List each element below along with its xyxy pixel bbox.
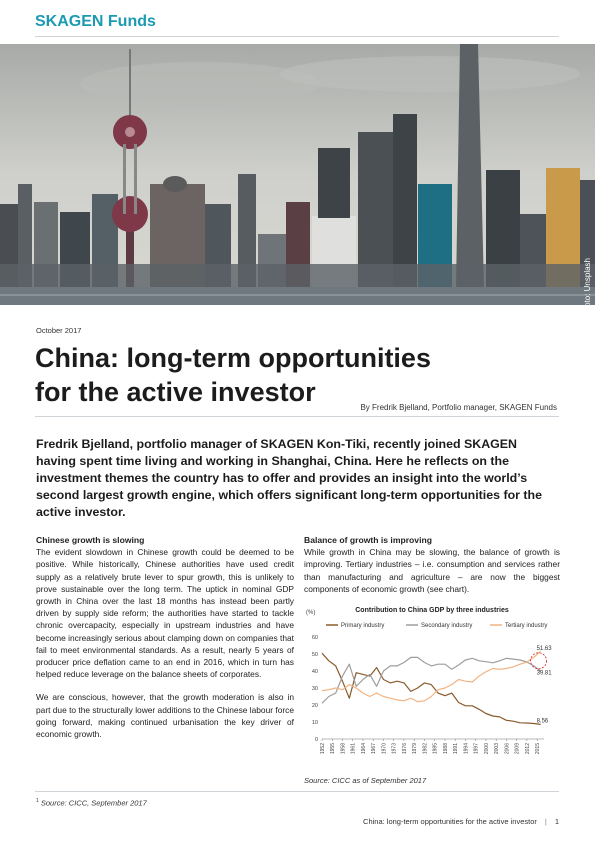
y-tick-label: 20 [311, 703, 318, 709]
header-divider [35, 36, 559, 37]
x-tick-label: 1976 [401, 743, 408, 755]
x-tick-label: 2006 [504, 743, 511, 755]
footnote-text: Source: CICC, September 2017 [40, 798, 147, 808]
x-tick-label: 1988 [442, 743, 449, 755]
x-tick-label: 1970 [381, 743, 388, 755]
y-tick-label: 10 [311, 720, 318, 726]
byline: By Fredrik Bjelland, Portfolio manager, SKAGEN Funds [360, 403, 557, 412]
chart-source: Source: CICC as of September 2017 [304, 776, 427, 785]
chart-title: Contribution to China GDP by three industries [355, 607, 509, 614]
brand-logo: SKAGEN Funds [35, 13, 156, 30]
legend-entry: Secondary industry [421, 623, 473, 629]
x-tick-label: 1997 [473, 743, 480, 755]
hero-skyline-image [0, 44, 595, 305]
y-tick-label: 30 [311, 686, 318, 692]
page-footer [363, 817, 559, 826]
page-number: 1 [554, 817, 559, 826]
x-tick-label: 1973 [391, 743, 398, 755]
article-title [35, 341, 465, 409]
data-label: 8.56 [536, 718, 549, 725]
paragraph: While growth in China may be slowing, the balance of growth is improving. Tertiary industries – i.e. consumption and services rather than manufacturing and agriculture – are now the biggest components of economic growth (see chart). [304, 547, 560, 594]
x-tick-label: 1967 [371, 743, 378, 755]
x-tick-label: 2009 [514, 743, 521, 755]
x-tick-label: 2012 [524, 743, 531, 755]
footnote-divider [35, 791, 559, 792]
y-tick-label: 50 [311, 652, 318, 658]
paragraph: We are conscious, however, that the growth moderation is also in part due to the structurally lower additions to the Chinese labour force going forward, making continued urbanisation the key driver of economic growth. [36, 692, 294, 740]
left-column [36, 534, 294, 751]
y-axis-label: (%) [306, 610, 316, 616]
x-tick-label: 1961 [350, 743, 357, 755]
x-tick-label: 2015 [535, 743, 542, 755]
footnote [36, 798, 147, 808]
footnote-marker: 1 [36, 798, 39, 804]
title-line-2: for the active investor [35, 377, 316, 407]
x-tick-label: 1982 [422, 743, 429, 755]
paragraph: The evident slowdown in Chinese growth could be deemed to be positive. While historically, Chinese authorities have used credit supply as a relatively brute lever to spur growth, this is unlikely to prove sustainable over the long term. The uptick in nominal GDP growth in China over the last 18 months has instead been partly driven by supply side reform; the authorities have started to tackle chronic overcapacity, especially in upstream industries and have become increasingly serious about clamping down on companies that fail to meet environmental standards. As a result, nearly 5 years of producer price deflation came to an end in 2016, which in turn has helped reduce leverage on the balance sheets of corporates. [36, 547, 294, 680]
x-tick-label: 1979 [412, 743, 419, 755]
footer-separator: | [544, 817, 547, 826]
photo-credit: Photo: Unsplash [583, 258, 592, 317]
legend-entry: Primary industry [341, 623, 385, 629]
gdp-contribution-chart [304, 603, 560, 765]
right-column [304, 534, 560, 606]
data-label: 51.63 [536, 646, 552, 653]
x-tick-label: 1985 [432, 743, 439, 755]
legend-entry: Tertiary industry [505, 623, 548, 629]
lead-paragraph: Fredrik Bjelland, portfolio manager of SKAGEN Kon-Tiki, recently joined SKAGEN having spent time living and working in Shanghai, China. Here he reflects on the investment themes the country has to offer and provides an insight into the world’s second largest growth engine, which offers significant long-term opportunities for the active investor. [36, 437, 542, 519]
y-tick-label: 40 [311, 669, 318, 675]
title-divider [35, 416, 559, 417]
y-tick-label: 0 [314, 737, 318, 743]
section-heading-growth-slowing: Chinese growth is slowing [36, 535, 145, 545]
crossover-highlight [531, 653, 547, 669]
section-heading-balance-improving: Balance of growth is improving [304, 535, 432, 545]
footer-title: China: long-term opportunities for the active investor [363, 817, 537, 826]
x-tick-label: 1964 [360, 743, 367, 755]
x-tick-label: 2003 [494, 743, 501, 755]
x-tick-label: 1994 [463, 743, 470, 755]
x-tick-label: 2000 [483, 743, 490, 755]
x-tick-label: 1955 [330, 743, 337, 755]
x-tick-label: 1952 [320, 743, 326, 755]
y-tick-label: 60 [311, 635, 318, 641]
series-line [322, 653, 541, 724]
x-tick-label: 1991 [453, 743, 460, 755]
data-label: 39.81 [536, 670, 552, 677]
x-tick-label: 1958 [340, 743, 347, 755]
title-line-1: China: long-term opportunities [35, 343, 431, 373]
article-date: October 2017 [36, 326, 82, 335]
